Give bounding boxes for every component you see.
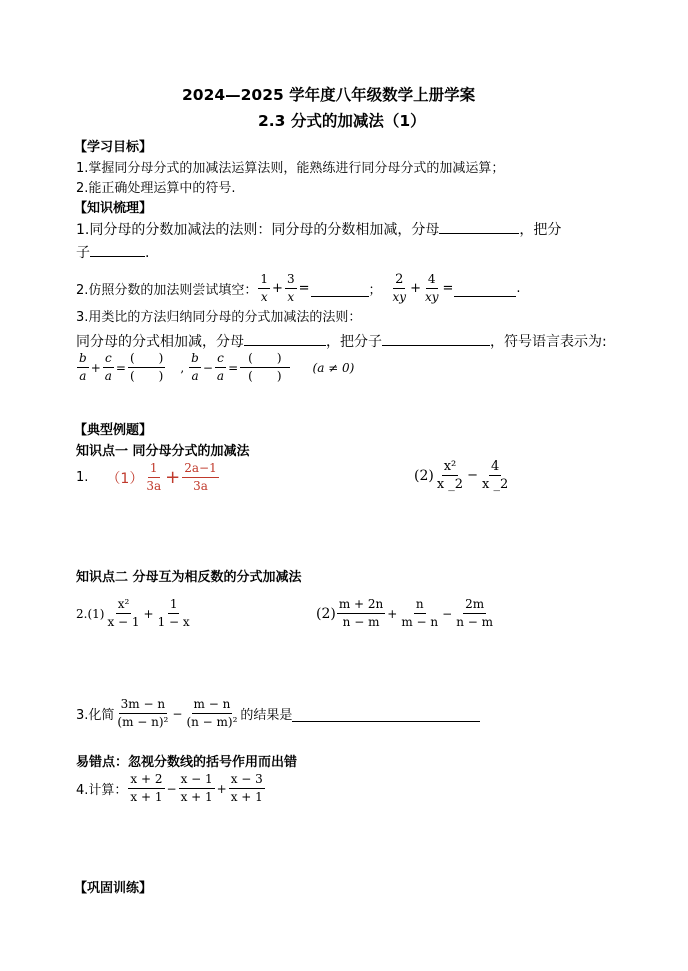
q1-blank-1[interactable] <box>439 232 519 234</box>
fraction <box>454 597 495 630</box>
denominator: 3a <box>193 479 208 493</box>
pitfall-heading: 易错点：忽视分数线的括号作用而出错 <box>76 755 298 770</box>
denominator: x _2 <box>482 477 509 492</box>
condition: (a ≠ 0) <box>312 360 355 375</box>
plus-sign: + <box>410 281 421 296</box>
rule-a: 同分母的分式相加减，分母 <box>76 334 244 350</box>
numerator: 1 <box>148 461 160 478</box>
denominator: x + 1 <box>180 790 213 804</box>
ex1-part1-label: （1） <box>106 470 144 487</box>
numerator: m − n <box>192 697 233 714</box>
ex1-label: 1. <box>76 470 89 485</box>
q1-text: 1.同分母的分数加减法的法则：同分母的分数相加减，分母 <box>76 222 440 238</box>
review-q3: 3.用类比的方法归纳同分母的分式加减法的法则： <box>76 310 362 325</box>
numerator: n <box>414 597 426 614</box>
numerator: 2 <box>395 272 404 287</box>
q2-blank-1[interactable] <box>311 295 369 297</box>
ex3-prefix: 3.化简 <box>76 708 115 723</box>
fraction <box>215 351 226 384</box>
denominator: a <box>79 369 87 383</box>
q3-symbolic <box>76 351 354 384</box>
review-q3-rule <box>76 331 607 351</box>
fraction <box>77 351 89 384</box>
equals-sign: = <box>228 360 239 375</box>
denominator: xy <box>424 290 439 304</box>
plus-sign: + <box>165 467 181 488</box>
minus-sign: − <box>442 606 453 621</box>
denominator[interactable]: ( ) <box>248 369 282 383</box>
fraction <box>103 351 114 384</box>
goals-heading: 【学习目标】 <box>74 140 153 155</box>
denominator: a <box>104 369 112 383</box>
example-4 <box>76 772 266 805</box>
fraction <box>480 459 510 492</box>
fraction <box>184 697 239 730</box>
denominator: a <box>191 369 199 383</box>
plus-sign: + <box>272 281 283 296</box>
ex3-suffix: 的结果是 <box>240 708 293 723</box>
numerator: m + 2n <box>337 597 385 614</box>
fraction <box>258 272 270 305</box>
denominator: x + 1 <box>130 790 163 804</box>
fraction <box>229 772 265 805</box>
minus-sign: − <box>166 781 177 796</box>
denominator: x _2 <box>436 477 464 492</box>
ex1-part2-label: (2) <box>414 467 434 484</box>
practice-heading: 【巩固训练】 <box>74 881 153 896</box>
minus-sign: − <box>467 468 478 483</box>
page-subtitle: 2.3 分式的加减法（1） <box>258 112 426 130</box>
q2-blank-2[interactable] <box>454 295 516 297</box>
example-3 <box>76 697 480 730</box>
review-q1 <box>76 219 561 239</box>
q2-end: . <box>516 281 521 296</box>
numerator: b <box>77 351 89 368</box>
plus-sign: + <box>90 360 101 375</box>
denominator: (m − n)² <box>117 715 169 729</box>
review-q2 <box>76 272 521 305</box>
q1-end: . <box>145 245 150 261</box>
ex2-label: 2.(1) <box>76 606 105 621</box>
numerator[interactable]: ( ) <box>240 351 289 368</box>
page-title: 2024—2025 学年度八年级数学上册学案 <box>182 86 476 104</box>
example-2 <box>76 597 193 630</box>
plus-sign: + <box>387 606 398 621</box>
denominator: x + 1 <box>230 790 263 804</box>
equals-sign: = <box>442 281 454 296</box>
knowledge-point-2: 知识点二 分母互为相反数的分式加减法 <box>76 570 302 585</box>
denominator[interactable]: ( ) <box>129 369 164 383</box>
numerator: x + 2 <box>128 772 164 789</box>
denominator: a <box>216 369 225 383</box>
ex2-part2-label: (2) <box>316 605 336 622</box>
plus-sign: + <box>143 606 154 621</box>
comma: , <box>180 360 185 375</box>
numerator: x − 1 <box>179 772 215 789</box>
numerator: x² <box>443 459 457 474</box>
ex3-answer-blank[interactable] <box>292 720 480 722</box>
q3-blank-1[interactable] <box>244 344 326 346</box>
q2-prefix: 2.仿照分数的加法则尝试填空： <box>76 283 258 298</box>
numerator: 3 <box>285 272 297 289</box>
example-1b <box>414 459 511 492</box>
knowledge-point-1: 知识点一 同分母分式的加减法 <box>76 444 250 459</box>
denominator: n − m <box>342 615 380 629</box>
numerator: x² <box>116 597 132 614</box>
denominator: x <box>260 290 268 304</box>
denominator: m − n <box>401 615 439 629</box>
fraction <box>182 461 218 494</box>
plus-sign: + <box>216 781 227 796</box>
review-q1-cont <box>76 242 149 262</box>
numerator: c <box>103 351 114 368</box>
denominator: 1 − x <box>157 615 190 629</box>
fraction <box>391 272 409 305</box>
denominator: xy <box>392 290 407 304</box>
numerator: c <box>215 351 226 368</box>
numerator: 1 <box>168 597 180 614</box>
rule-b: ，把分子 <box>326 334 382 350</box>
denominator: n − m <box>456 615 493 629</box>
fraction <box>240 351 289 384</box>
q1-text-2: 子 <box>76 245 90 261</box>
fraction <box>189 351 201 384</box>
goal-item: 2.能正确处理运算中的符号. <box>76 181 236 196</box>
examples-heading: 【典型例题】 <box>74 423 153 438</box>
denominator: 3a <box>146 479 162 493</box>
numerator[interactable]: ( ) <box>128 351 165 368</box>
fraction <box>156 597 192 630</box>
numerator: 4 <box>490 459 500 474</box>
numerator: x − 3 <box>229 772 265 789</box>
equals-sign: = <box>115 360 126 375</box>
numerator: 2a−1 <box>182 461 218 478</box>
fraction <box>179 772 215 805</box>
fraction <box>115 697 170 730</box>
denominator: x − 1 <box>107 615 140 629</box>
q3-blank-2[interactable] <box>382 344 490 346</box>
example-2b <box>316 597 496 630</box>
example-1 <box>76 461 220 494</box>
denominator: (n − m)² <box>186 715 238 729</box>
numerator: 3m − n <box>119 697 167 714</box>
equals-sign: = <box>298 281 310 296</box>
fraction <box>337 597 385 630</box>
fraction <box>105 597 141 630</box>
fraction <box>128 351 165 384</box>
fraction <box>144 461 163 494</box>
numerator: b <box>189 351 201 368</box>
denominator: x <box>287 290 295 304</box>
ex4-prefix: 4.计算： <box>76 783 128 798</box>
minus-sign: − <box>172 706 183 721</box>
fraction <box>399 597 440 630</box>
fraction <box>423 272 441 305</box>
numerator: 1 <box>258 272 270 289</box>
q1-tail: ，把分 <box>519 222 562 238</box>
goal-item: 1.掌握同分母分式的加减法运算法则，能熟练进行同分母分式的加减运算； <box>76 161 505 176</box>
review-heading: 【知识梳理】 <box>74 201 153 216</box>
numerator: 4 <box>426 272 438 289</box>
semicolon: ； <box>368 283 382 298</box>
fraction <box>435 459 465 492</box>
numerator: 2m <box>463 597 486 614</box>
fraction <box>128 772 164 805</box>
rule-c: ，符号语言表示为: <box>490 334 607 350</box>
minus-sign: − <box>202 360 213 375</box>
fraction <box>285 272 297 305</box>
q1-blank-2[interactable] <box>90 255 145 257</box>
